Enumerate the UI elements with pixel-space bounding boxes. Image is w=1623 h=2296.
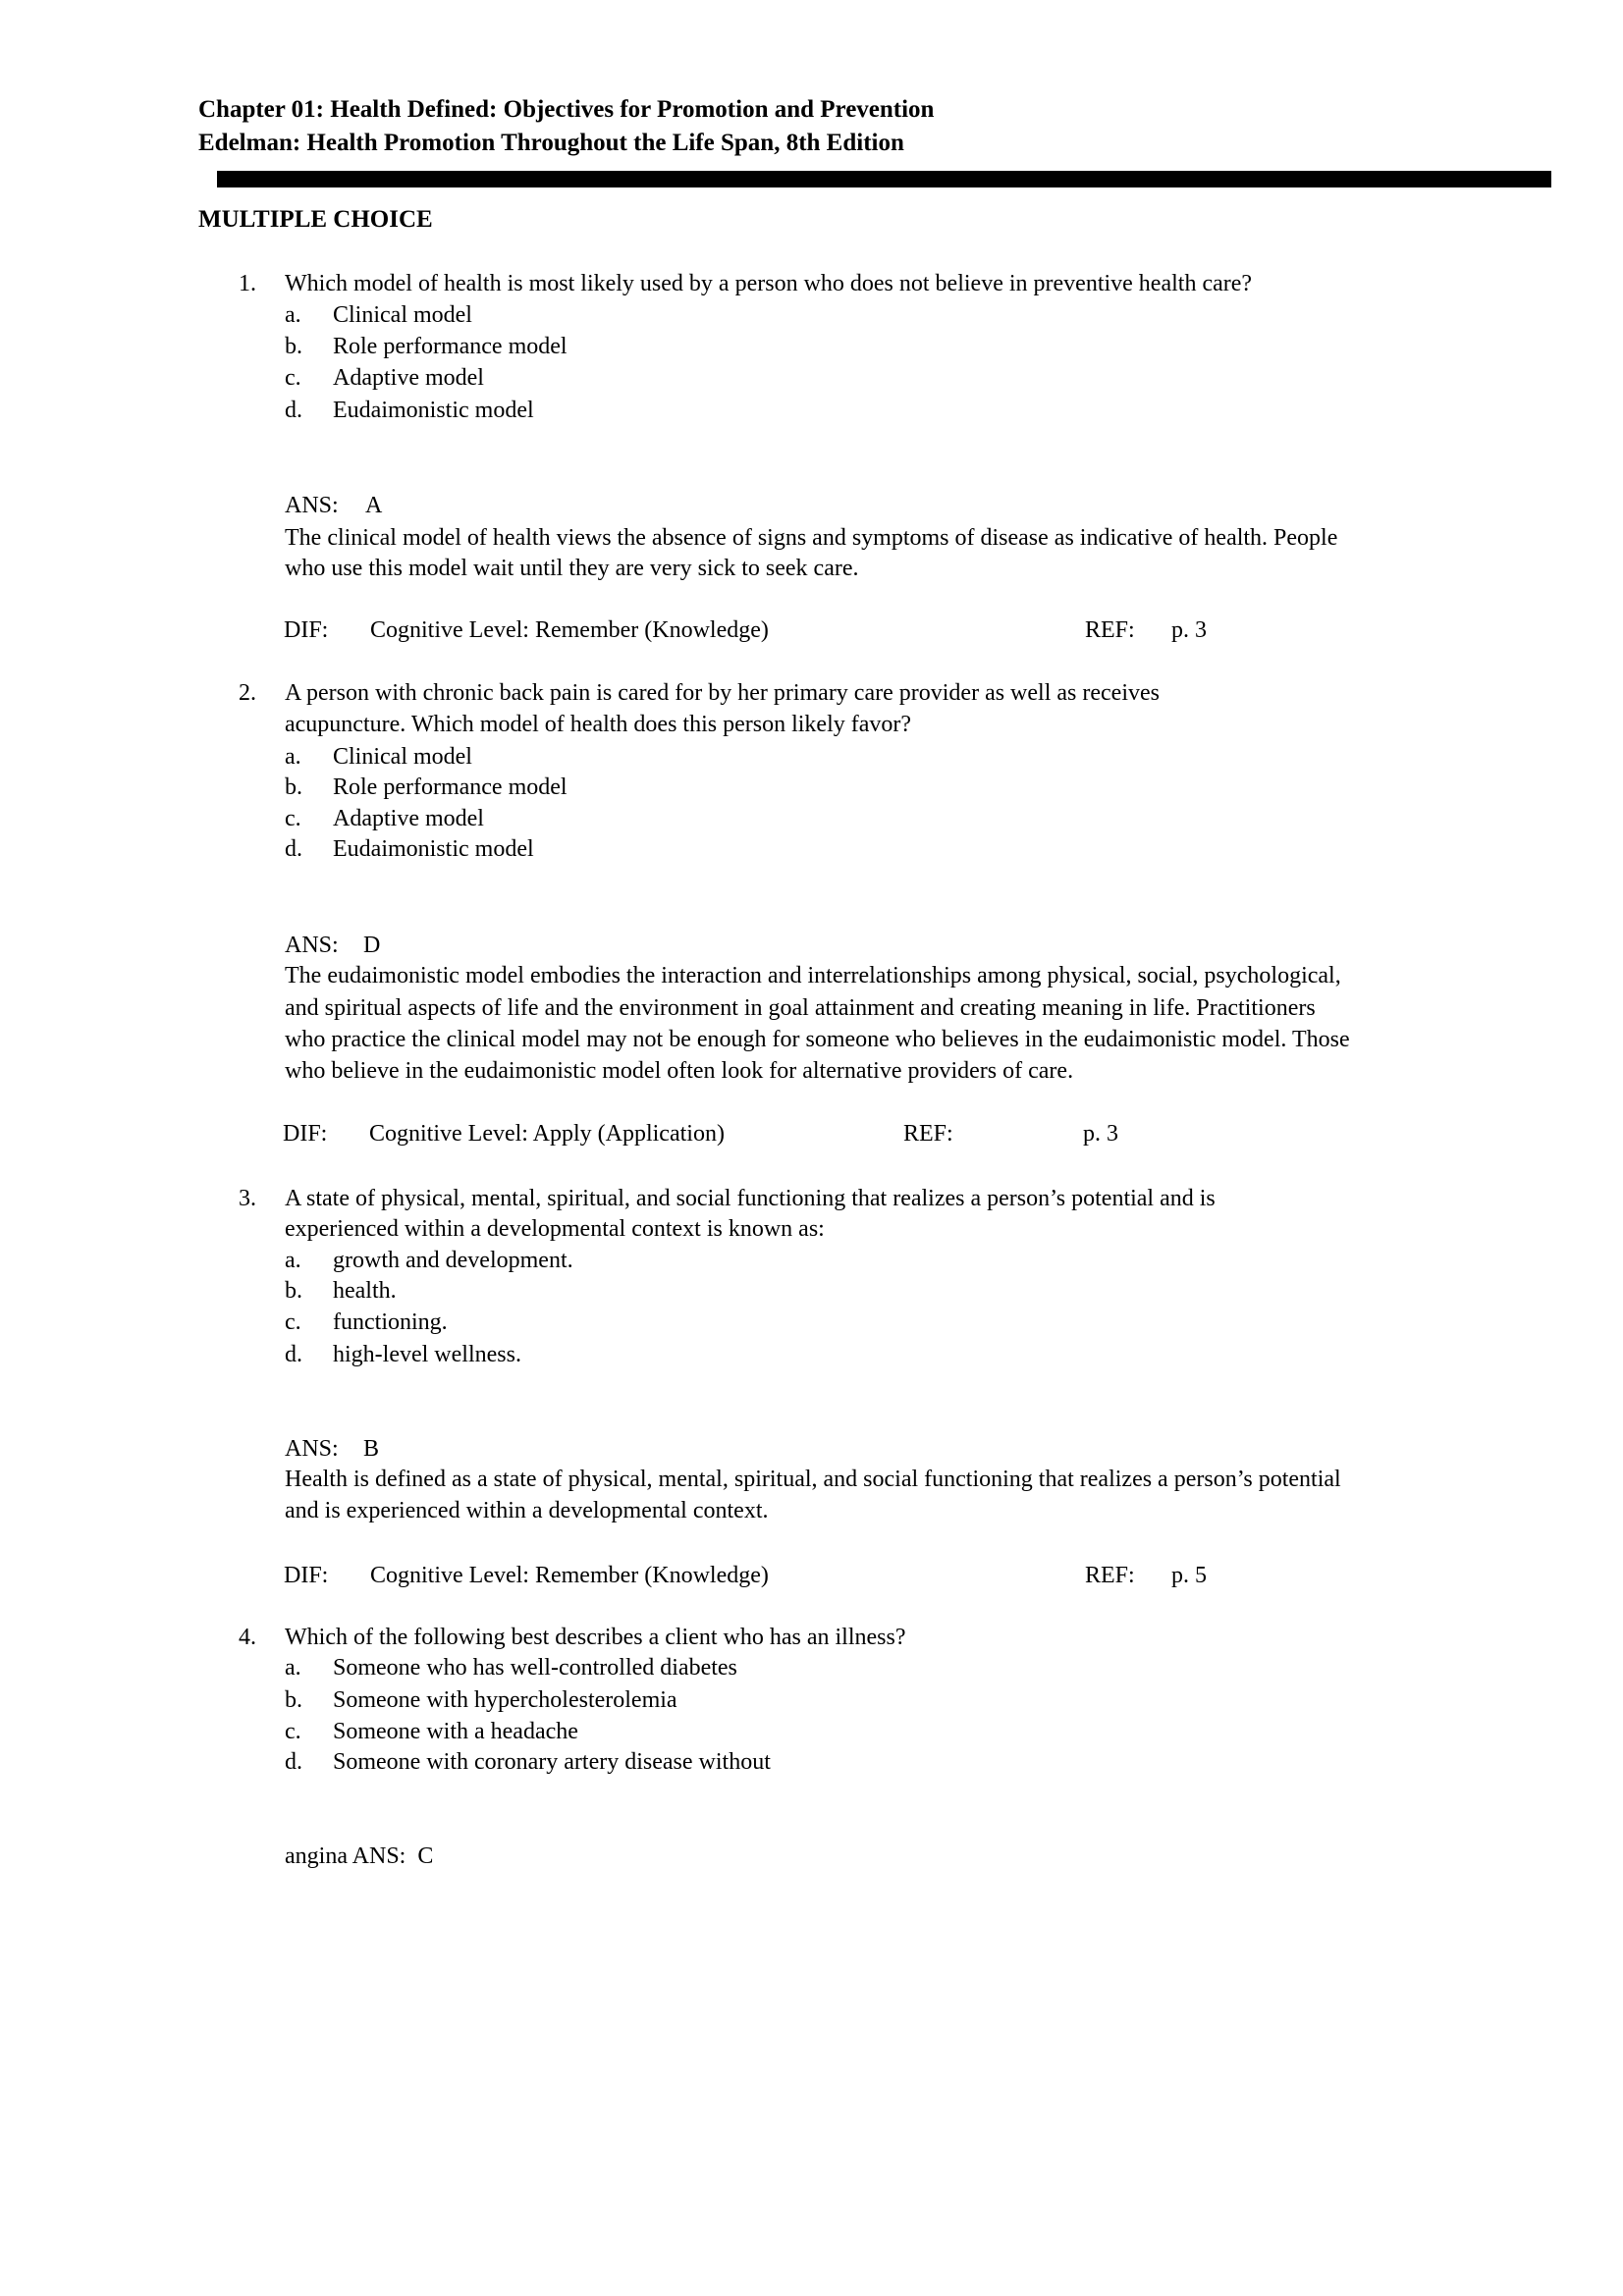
option-text: Eudaimonistic model	[333, 398, 534, 423]
dif-value: Cognitive Level: Remember (Knowledge)	[370, 1563, 769, 1588]
option-letter: b.	[285, 334, 302, 359]
ref-value: p. 3	[1083, 1121, 1118, 1147]
option-text: high-level wellness.	[333, 1342, 521, 1367]
option-letter: c.	[285, 1309, 301, 1335]
answer-value: A	[365, 493, 383, 518]
option-text: Role performance model	[333, 334, 568, 359]
option-letter: d.	[285, 1342, 302, 1367]
ref-value: p. 5	[1171, 1563, 1207, 1588]
option-text: Someone who has well-controlled diabetes	[333, 1655, 737, 1681]
question-stem: experienced within a developmental context is known as:	[285, 1216, 825, 1242]
answer-label: ANS:	[285, 933, 339, 958]
option-letter: d.	[285, 1749, 302, 1775]
option-letter: b.	[285, 1687, 302, 1713]
explanation-line: The eudaimonistic model embodies the interaction and interrelationships among physical, social, psychological,	[285, 963, 1341, 988]
section-title: MULTIPLE CHOICE	[198, 206, 433, 233]
option-letter: c.	[285, 806, 301, 831]
option-text: health.	[333, 1278, 397, 1304]
answer-value: B	[363, 1436, 380, 1462]
explanation-line: who practice the clinical model may not be enough for someone who believes in the eudaimonistic model. Those	[285, 1027, 1350, 1052]
question-stem: acupuncture. Which model of health does this person likely favor?	[285, 712, 912, 737]
option-letter: d.	[285, 398, 302, 423]
question-number: 2.	[239, 680, 256, 706]
option-letter: a.	[285, 302, 301, 328]
explanation-line: who believe in the eudaimonistic model often look for alternative providers of care.	[285, 1058, 1074, 1084]
option-letter: d.	[285, 836, 302, 862]
question-stem: A state of physical, mental, spiritual, and social functioning that realizes a person’s potential and is	[285, 1186, 1216, 1211]
question-stem: A person with chronic back pain is cared for by her primary care provider as well as receives	[285, 680, 1160, 706]
explanation-line: and is experienced within a developmental context.	[285, 1498, 769, 1523]
option-text: Someone with coronary artery disease without	[333, 1749, 771, 1775]
explanation-line: Health is defined as a state of physical, mental, spiritual, and social functioning that realizes a person’s potential	[285, 1467, 1341, 1492]
option-letter: b.	[285, 1278, 302, 1304]
dif-value: Cognitive Level: Apply (Application)	[369, 1121, 725, 1147]
option-text: Role performance model	[333, 774, 568, 800]
option-text: Adaptive model	[333, 806, 484, 831]
dif-label: DIF:	[284, 617, 329, 643]
option-text: functioning.	[333, 1309, 448, 1335]
question-stem: Which model of health is most likely used by a person who does not believe in preventive health care?	[285, 271, 1253, 296]
answer-line: angina ANS: C	[285, 1843, 434, 1869]
option-text: Someone with hypercholesterolemia	[333, 1687, 677, 1713]
option-text: Clinical model	[333, 302, 472, 328]
question-number: 4.	[239, 1625, 256, 1650]
chapter-title: Chapter 01: Health Defined: Objectives for Promotion and Prevention	[198, 96, 935, 123]
dif-value: Cognitive Level: Remember (Knowledge)	[370, 617, 769, 643]
option-letter: b.	[285, 774, 302, 800]
option-text: growth and development.	[333, 1248, 573, 1273]
option-letter: c.	[285, 1719, 301, 1744]
dif-label: DIF:	[284, 1563, 329, 1588]
answer-label: ANS:	[285, 1436, 339, 1462]
option-text: Someone with a headache	[333, 1719, 578, 1744]
ref-value: p. 3	[1171, 617, 1207, 643]
dif-label: DIF:	[283, 1121, 328, 1147]
option-text: Clinical model	[333, 744, 472, 770]
explanation-line: and spiritual aspects of life and the environment in goal attainment and creating meaning in life. Practitioners	[285, 995, 1316, 1021]
question-stem: Which of the following best describes a client who has an illness?	[285, 1625, 906, 1650]
explanation-line: who use this model wait until they are very sick to seek care.	[285, 556, 859, 581]
ref-label: REF:	[1085, 1563, 1135, 1588]
option-text: Adaptive model	[333, 365, 484, 391]
header-rule	[217, 171, 1551, 187]
book-title: Edelman: Health Promotion Throughout the Life Span, 8th Edition	[198, 130, 904, 156]
ref-label: REF:	[1085, 617, 1135, 643]
option-letter: c.	[285, 365, 301, 391]
option-text: Eudaimonistic model	[333, 836, 534, 862]
question-number: 1.	[239, 271, 256, 296]
question-number: 3.	[239, 1186, 256, 1211]
option-letter: a.	[285, 1655, 301, 1681]
explanation-line: The clinical model of health views the absence of signs and symptoms of disease as indicative of health. People	[285, 525, 1338, 551]
option-letter: a.	[285, 744, 301, 770]
answer-value: D	[363, 933, 381, 958]
ref-label: REF:	[903, 1121, 953, 1147]
answer-label: ANS:	[285, 493, 339, 518]
option-letter: a.	[285, 1248, 301, 1273]
